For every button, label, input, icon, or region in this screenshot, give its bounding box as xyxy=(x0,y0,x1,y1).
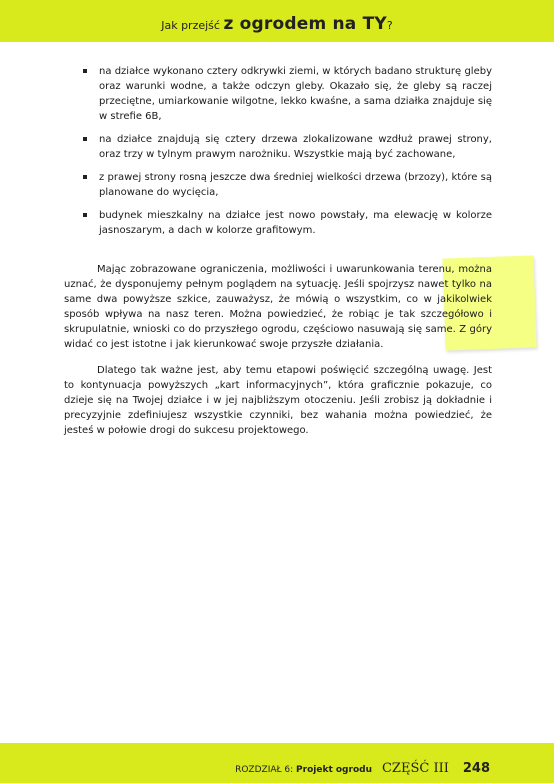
running-title-prefix: Jak przejść xyxy=(161,19,224,32)
page-number: 248 xyxy=(462,761,490,776)
chapter-label xyxy=(235,765,372,775)
list-item xyxy=(64,170,492,200)
chapter-title: Projekt ogrodu xyxy=(296,765,372,775)
part-label: CZĘŚĆ III xyxy=(381,761,449,776)
footer-text xyxy=(235,757,490,776)
list-item xyxy=(64,64,492,124)
body-paragraph-2: Dlatego tak ważne jest, aby temu etapowi poświęcić szczególną uwagę. Jest to kontynuacja powyższych „kart informacyjnych”, która graficznie pokazuje, co dzieje się na Twojej działce i w jej najbliższym otoczeniu. Jeśli zrobisz ją dokładnie i precyzyjnie zdefiniujesz wszystkie czynniki, bez wahania można powiedzieć, że jesteś w połowie drogi do sukcesu projektowego. xyxy=(64,365,492,436)
list-item-text: na działce znajdują się cztery drzewa zlokalizowane wzdłuż prawej strony, oraz trzy w tylnym prawym narożniku. Wszystkie mają być zachowane, xyxy=(99,134,492,160)
running-title-suffix: ? xyxy=(386,19,393,32)
list-item-text: budynek mieszkalny na działce jest nowo powstały, ma elewację w kolorze jasnoszarym, a dach w kolorze grafitowym. xyxy=(99,210,492,236)
bullet-list xyxy=(64,64,492,238)
page-header xyxy=(0,0,554,42)
bullet-icon xyxy=(83,175,87,179)
running-title xyxy=(0,14,554,34)
body-paragraph-1: Mając zobrazowane ograniczenia, możliwości i uwarunkowania terenu, można uznać, że dysponujemy pełnym poglądem na sytuację. Jeśli spojrzysz nawet tylko na same dwa powyższe szkice, zauważysz, że mówią o wszystkim, co w jakikolwiek sposób wpływa na nasz teren. Można powiedzieć, że robiąc je tak szczegółowo i skrupulatnie, wnioski co do przyszłego ogrodu, częściowo nasuwają się same. Z góry widać co jest istotne i jak kierunkować swoje przyszłe działania. xyxy=(64,264,492,350)
bullet-section xyxy=(64,64,492,246)
running-title-main: z ogrodem na TY xyxy=(223,14,387,34)
bullet-icon xyxy=(83,213,87,217)
bullet-icon xyxy=(83,137,87,141)
list-item xyxy=(64,208,492,238)
chapter-prefix: ROZDZIAŁ 6: xyxy=(235,765,297,775)
bullet-icon xyxy=(83,69,87,73)
list-item-text: na działce wykonano cztery odkrywki ziemi, w których badano strukturę gleby oraz warunki wodne, a także odczyn gleby. Okazało się, że gleby są raczej przeciętne, umiarkowanie wilgotne, lekko kwaśne, a sama działka znajduje się w strefie 6B, xyxy=(99,66,492,122)
page-footer xyxy=(0,743,554,783)
list-item-text: z prawej strony rosną jeszcze dwa średniej wielkości drzewa (brzozy), które są planowane do wycięcia, xyxy=(99,172,492,198)
list-item xyxy=(64,132,492,162)
